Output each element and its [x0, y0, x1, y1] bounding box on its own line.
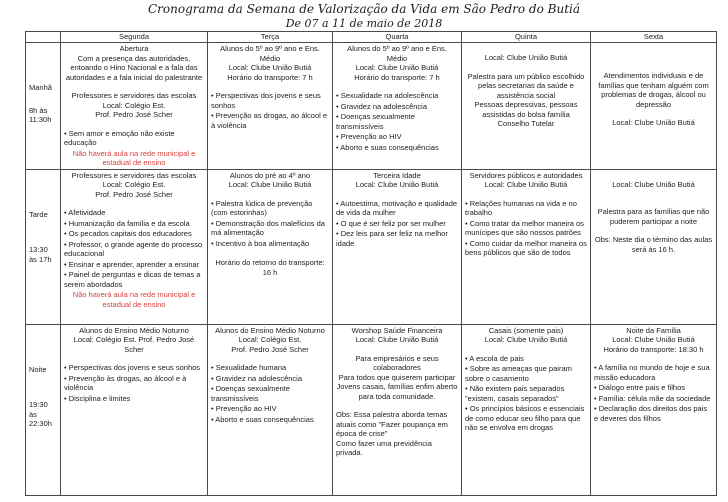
day-header-quarta: Quarta — [333, 32, 462, 43]
text-line: Com a presença das autoridades, entoando o Hino Nacional e a fala das autoridades e a fala inicial do palestrante — [65, 53, 203, 82]
bullet-item: • Palestra lúdica de prevenção (com estorinhas) — [211, 199, 329, 218]
spacer — [594, 226, 713, 235]
text-line: Local: Clube União Butiá — [484, 53, 568, 62]
text-block — [64, 44, 204, 82]
text-line: Como fazer uma previdência privada. — [336, 438, 432, 458]
text-block — [465, 326, 587, 345]
spacer — [211, 82, 329, 91]
spacer — [594, 198, 713, 207]
text-line: Local: Colégio Est. Prof. Pedro José Scher — [73, 335, 195, 354]
bullet-item: • Como cuidar da melhor maneira os bens públicos que são de todos — [465, 239, 587, 258]
spacer — [594, 62, 713, 71]
text-line: Local: Colégio Est. — [102, 180, 166, 190]
text-line: Prof. Pedro José Scher — [95, 189, 173, 199]
text-block — [594, 235, 713, 254]
spacer — [465, 44, 587, 53]
bullet-item: • Os princípios básicos e essenciais de como educar seu filho para que não se envolva em drogas — [465, 404, 587, 433]
spacer — [336, 345, 458, 354]
document-title: Cronograma da Semana de Valorização da Vida em São Pedro do Butiá — [147, 2, 581, 16]
day-header-segunda: Segunda — [61, 32, 208, 43]
bullet-item: • Humanização da família e da escola — [64, 219, 204, 229]
bullet-item: • Professor, o grande agente do processo educacional — [64, 240, 204, 259]
spacer — [64, 199, 204, 208]
text-line: Palestra para um público escolhido pelas secretarias da saúde e assistência social — [467, 71, 585, 100]
text-line: Local: Colégio Est. — [238, 335, 302, 345]
spacer — [336, 82, 458, 91]
text-line: Para empresários e seus colaboradores — [355, 353, 439, 373]
day-header-row — [26, 32, 717, 43]
bullet-item: • Doenças sexualmente transmissíveis — [211, 384, 329, 403]
cell-quarta-noite — [333, 324, 462, 495]
bullet-item: • Perspectivas dos jovens e seus sonhos — [211, 91, 329, 110]
spacer — [336, 190, 458, 199]
spacer — [29, 387, 57, 400]
text-line: Jovens casais, famílias enfim aberto para toda comunidade. — [336, 382, 458, 401]
spacer — [465, 190, 587, 199]
spacer — [594, 44, 713, 53]
spacer — [594, 171, 713, 180]
text-line: Prof. Pedro José Scher — [95, 110, 173, 120]
cell-quinta-manha — [462, 43, 591, 170]
period-line: 8h às — [29, 105, 48, 115]
text-block — [64, 91, 204, 120]
text-line: Professores e servidores das escolas — [71, 170, 197, 180]
text-line: Não haverá aula na rede municipal e estadual de ensino — [72, 148, 196, 168]
bullet-list — [594, 363, 713, 423]
text-block — [594, 118, 713, 128]
spacer — [29, 232, 57, 245]
day-header-sexta: Sexta — [591, 32, 717, 43]
spacer — [64, 120, 204, 129]
text-block — [211, 326, 329, 355]
bullet-item: • Painel de perguntas e dicas de temas a serem abordados — [64, 270, 204, 289]
bullet-list — [64, 208, 204, 289]
text-line: Obs: Essa palestra aborda temas atuais como "Fazer poupança em época de crise" — [336, 410, 448, 439]
text-line: Professores e servidores das escolas — [71, 91, 197, 101]
bullet-item: • Perspectivas dos jovens e seus sonhos — [64, 363, 204, 373]
spacer — [29, 93, 57, 106]
text-block — [211, 44, 329, 82]
spacer — [336, 401, 458, 410]
period-line: Tarde — [29, 209, 48, 219]
text-line: Local: Clube União Butiá — [612, 118, 695, 128]
text-block — [465, 72, 587, 129]
text-line: Terceira Idade — [373, 170, 421, 180]
corner-cell — [26, 32, 61, 43]
cell-quinta-noite — [462, 324, 591, 495]
text-line: Worshop Saúde Financeira — [351, 325, 443, 335]
cell-segunda-noite — [61, 324, 208, 495]
bullet-item: • Demonstração dos malefícios da má alimentação — [211, 219, 329, 238]
text-line: Local: Clube União Butiá — [228, 180, 312, 190]
bullet-item: • Prevenção ao HIV — [211, 404, 329, 414]
text-block — [336, 171, 458, 190]
bullet-list — [211, 91, 329, 130]
text-line: Obs: Neste dia o término das aulas será às 16 h. — [594, 235, 713, 254]
text-line: Atendimentos individuais e de famílias que tenham alguém com problemas de drogas, álcool ou depressão — [598, 71, 709, 109]
spacer — [64, 354, 204, 363]
schedule-row-manha — [26, 43, 717, 170]
schedule-row-tarde — [26, 169, 717, 324]
period-line: Noite — [29, 364, 47, 374]
text-line: Conselho Tutelar — [497, 119, 555, 129]
bullet-item: • Incentivo à boa alimentação — [211, 239, 329, 249]
bullet-list — [211, 199, 329, 249]
bullet-item: • Doenças sexualmente transmissíveis — [336, 112, 458, 131]
text-line: Local: Clube União Butiá — [612, 335, 695, 345]
text-block — [594, 71, 713, 109]
bullet-list — [465, 354, 587, 433]
cell-terca-manha — [208, 43, 333, 170]
text-line: Local: Clube União Butiá — [355, 63, 439, 73]
text-line: Local: Clube União Butiá — [484, 180, 568, 190]
bullet-list — [465, 199, 587, 258]
schedule-table — [25, 31, 717, 496]
bullet-list — [64, 363, 204, 403]
spacer — [594, 53, 713, 62]
spacer — [594, 354, 713, 363]
text-block — [594, 180, 713, 190]
cell-terca-noite — [208, 324, 333, 495]
text-line: Alunos do 5º ao 9º ano e Ens. Médio — [220, 44, 320, 63]
bullet-item: • Gravidez na adolescência — [211, 374, 329, 384]
period-line: Manhã — [29, 83, 52, 92]
spacer — [594, 109, 713, 118]
cell-quarta-tarde — [333, 169, 462, 324]
bullet-item: • Gravidez na adolescência — [336, 102, 458, 112]
bullet-item: • Prevenção ao HIV — [336, 132, 458, 142]
text-line: Local: Clube União Butiá — [355, 180, 439, 190]
cell-sexta-noite — [591, 324, 717, 495]
document-subtitle: De 07 a 11 de maio de 2018 — [285, 17, 443, 30]
bullet-item: • Declaração dos direitos dos pais e deveres dos filhos — [594, 404, 713, 423]
text-line: Alunos do Ensino Médio Noturno — [79, 325, 189, 335]
spacer — [29, 219, 57, 232]
text-block — [465, 171, 587, 190]
bullet-item: • Aborto e suas consequências — [211, 415, 329, 425]
bullet-item: • Prevenção as drogas, ao álcool e à violência — [211, 111, 329, 130]
text-line: Local: Clube União Butiá — [484, 335, 568, 345]
bullet-item: • Ensinar e aprender, aprender a ensinar — [64, 260, 204, 270]
text-line: Noite da Família — [626, 325, 681, 335]
bullet-item: • Família: célula mãe da sociedade — [594, 394, 713, 404]
text-block — [336, 410, 458, 458]
text-line: Alunos do Ensino Médio Noturno — [215, 325, 325, 335]
text-line: Local: Clube União Butiá — [228, 63, 312, 73]
text-line: Local: Clube União Butiá — [612, 179, 695, 189]
text-line: Alunos do 5º ao 9º ano e Ens. Médio — [347, 44, 447, 63]
cell-segunda-manha — [61, 43, 208, 170]
bullet-item: • Afetividade — [64, 208, 204, 218]
cell-sexta-tarde — [591, 169, 717, 324]
text-line: Prof. Pedro José Scher — [231, 344, 309, 354]
spacer — [465, 345, 587, 354]
spacer — [211, 190, 329, 199]
text-line: Alunos do pré ao 4º ano — [229, 170, 311, 180]
cell-terca-tarde — [208, 169, 333, 324]
spacer — [211, 249, 329, 258]
text-block — [211, 258, 329, 277]
period-line: às 17h — [29, 254, 52, 264]
period-line: 13:30 — [29, 245, 48, 255]
text-line: Servidores públicos e autoridades — [469, 170, 583, 180]
period-label-manha — [26, 43, 61, 170]
bullet-item: • A família no mundo de hoje e sua missão educadora — [594, 363, 713, 382]
bullet-item: • Prevenção às drogas, ao álcool e à violência — [64, 374, 204, 393]
text-line: Para todos que quiserem participar — [338, 372, 456, 382]
text-line: Abertura — [119, 44, 149, 53]
text-line: Horário do transporte: 18:30 h — [603, 344, 704, 354]
bullet-item: • Relações humanas na vida e no trabalho — [465, 199, 587, 218]
text-block — [594, 207, 713, 226]
no-class-notice — [64, 149, 204, 168]
spacer — [211, 354, 329, 363]
period-label-noite — [26, 324, 61, 495]
text-block — [594, 326, 713, 355]
bullet-item: • Os pecados capitais dos educadores — [64, 229, 204, 239]
bullet-item: • Como tratar da melhor maneira os munícipes que são nossos patrões — [465, 219, 587, 238]
spacer — [594, 189, 713, 198]
period-line: 11:30h — [29, 115, 52, 125]
bullet-item: • O que é ser feliz por ser mulher — [336, 219, 458, 229]
text-block — [211, 171, 329, 190]
text-line: Horário do retorno do transporte: 16 h — [215, 258, 325, 277]
text-line: Horário do transporte: 7 h — [354, 72, 440, 82]
text-line: Horário do transporte: 7 h — [227, 72, 313, 82]
text-block — [64, 326, 204, 355]
text-block — [465, 53, 587, 63]
bullet-item: • Sexualidade na adolescência — [336, 91, 458, 101]
bullet-item: • Diálogo entre pais e filhos — [594, 383, 713, 393]
bullet-list — [336, 91, 458, 152]
bullet-list — [211, 363, 329, 424]
text-block — [336, 44, 458, 82]
bullet-item: • Autoestima, motivação e qualidade de vida da mulher — [336, 199, 458, 218]
bullet-list — [64, 129, 204, 148]
bullet-item: • Sexualidade humana — [211, 363, 329, 373]
schedule-body — [26, 43, 717, 496]
text-block — [336, 354, 458, 402]
bullet-item: • Dez leis para ser feliz na melhor idade — [336, 229, 458, 248]
schedule-row-noite — [26, 324, 717, 495]
cell-segunda-tarde — [61, 169, 208, 324]
period-line: 22:30h — [29, 419, 52, 429]
cell-sexta-manha — [591, 43, 717, 170]
text-block — [336, 326, 458, 345]
text-line: Não haverá aula na rede municipal e estadual de ensino — [72, 290, 196, 309]
text-line: Casais (somente pais) — [488, 325, 564, 335]
spacer — [64, 82, 204, 91]
day-header-terca: Terça — [208, 32, 333, 43]
text-line: Palestra para as famílias que não puderem participar a noite — [597, 207, 710, 226]
cell-quarta-manha — [333, 43, 462, 170]
bullet-item: • Disciplina e limites — [64, 394, 204, 404]
bullet-item: • Sem amor e emoção não existe educação — [64, 129, 204, 148]
period-line: às — [29, 409, 37, 419]
text-line: Local: Colégio Est. — [102, 100, 166, 110]
spacer — [29, 374, 57, 387]
text-block — [64, 171, 204, 200]
day-header-quinta: Quinta — [462, 32, 591, 43]
text-line: Local: Clube União Butiá — [355, 335, 439, 345]
text-line: Pessoas depressivas, pessoas assistidas do bolsa família — [474, 100, 578, 119]
bullet-item: • A escola de pais — [465, 354, 587, 364]
no-class-notice — [64, 290, 204, 309]
period-label-tarde — [26, 169, 61, 324]
bullet-item: • Não existem pais separados "existem, casais separados" — [465, 384, 587, 403]
period-line: 19:30 — [29, 400, 48, 410]
spacer — [465, 63, 587, 72]
bullet-item: • Sobre as ameaças que pairam sobre o casamento — [465, 364, 587, 383]
bullet-list — [336, 199, 458, 249]
bullet-item: • Aborto e suas consequências — [336, 143, 458, 153]
cell-quinta-tarde — [462, 169, 591, 324]
